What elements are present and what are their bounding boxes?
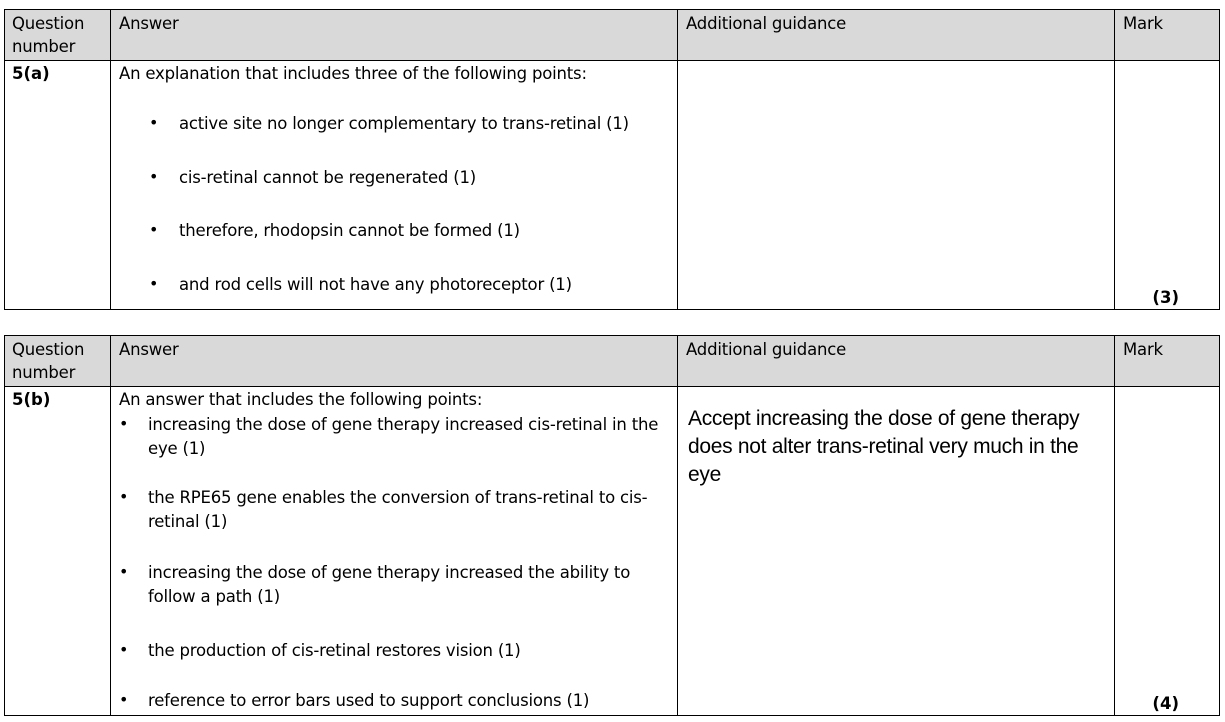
bullet-icon: • <box>119 690 129 709</box>
bullet-icon: • <box>119 414 129 433</box>
mark-value: (3) <box>1152 288 1179 307</box>
mark-value: (4) <box>1152 694 1179 713</box>
answer-point: therefore, rhodopsin cannot be formed (1) <box>179 221 520 240</box>
header-question-number: Question number <box>12 14 85 56</box>
header-answer: Answer <box>119 14 179 33</box>
answer-intro: An answer that includes the following points: <box>119 390 483 409</box>
answer-point: the production of cis-retinal restores vision (1) <box>148 641 521 660</box>
mark-scheme-table-5b <box>4 335 1220 716</box>
header-question-number: Question number <box>12 340 85 382</box>
mark-scheme-table-5a <box>4 9 1220 310</box>
guidance-cell <box>678 387 1115 715</box>
header-answer: Answer <box>119 340 179 359</box>
header-additional-guidance: Additional guidance <box>686 14 847 33</box>
header-mark: Mark <box>1123 14 1163 33</box>
table-header-row <box>5 10 1219 61</box>
answer-intro: An explanation that includes three of the following points: <box>119 64 587 83</box>
header-mark: Mark <box>1123 340 1163 359</box>
table-header-row <box>5 336 1219 387</box>
bullet-icon: • <box>119 562 129 581</box>
answer-cell <box>111 61 678 309</box>
question-number: 5(a) <box>12 64 50 83</box>
question-number: 5(b) <box>12 390 51 409</box>
bullet-icon: • <box>149 274 159 293</box>
answer-point: increasing the dose of gene therapy increased cis-retinal in the eye (1) <box>148 415 659 458</box>
answer-point: cis-retinal cannot be regenerated (1) <box>179 168 477 187</box>
answer-point: and rod cells will not have any photoreceptor (1) <box>179 275 572 294</box>
bullet-icon: • <box>119 640 129 659</box>
answer-cell <box>111 387 678 715</box>
guidance-text: Accept increasing the dose of gene therapy does not alter trans-retinal very much in the eye <box>688 407 1080 486</box>
answer-point: the RPE65 gene enables the conversion of trans-retinal to cis-retinal (1) <box>148 488 648 531</box>
bullet-icon: • <box>149 220 159 239</box>
guidance-cell <box>678 61 1115 309</box>
answer-point: active site no longer complementary to trans-retinal (1) <box>179 114 629 133</box>
bullet-icon: • <box>149 113 159 132</box>
bullet-icon: • <box>149 167 159 186</box>
header-additional-guidance: Additional guidance <box>686 340 847 359</box>
answer-point: increasing the dose of gene therapy increased the ability to follow a path (1) <box>148 563 631 606</box>
table-body-row <box>5 61 1219 309</box>
table-body-row <box>5 387 1219 715</box>
bullet-icon: • <box>119 487 129 506</box>
answer-point: reference to error bars used to support conclusions (1) <box>148 691 590 710</box>
